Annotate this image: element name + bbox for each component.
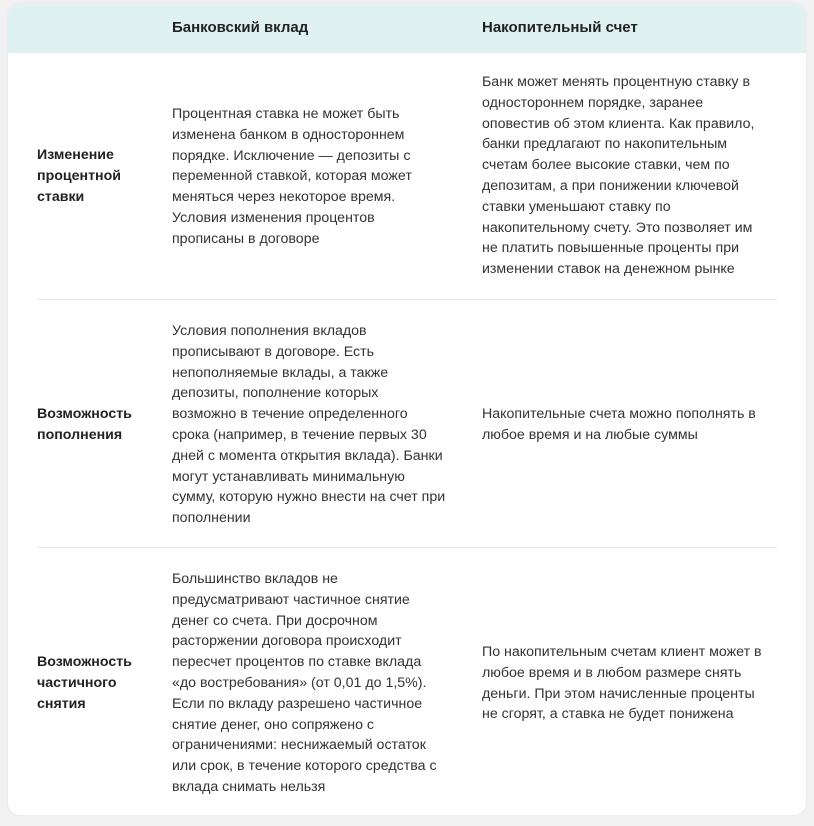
row-label-top-up: Возможность пополнения [37, 406, 132, 443]
account-top-up-text: Накопительные счета можно пополнять в любое время и на любые суммы [482, 406, 756, 443]
deposit-rate-change-text: Процентная ставка не может быть изменена банком в одностороннем порядке. Исключение — депозиты с переменной ставкой, которая может меняться через некоторое время. Условия изменения процентов прописаны в договоре [172, 106, 412, 247]
deposit-top-up-text: Условия пополнения вкладов прописывают в договоре. Есть непополняемые вклады, а также депозиты, пополнение которых возможно в течение определенного срока (например, в течение первых 30 дней с момента открытия вклада). Банки могут устанавливать минимальную сумму, которую нужно внести на счет при пополнении [172, 323, 446, 527]
deposit-partial-withdrawal-text: Большинство вкладов не предусматривают частичное снятие денег со счета. При досрочном расторжении договора происходит пересчет процентов по ставке вклада «до востребования» (от 0,01 до 1,5%). Если по вкладу разрешено частичное снятие денег, оно сопряжено с ограничениями: неснижаемый остаток или срок, в течение которого средства с вклада снимать нельзя [172, 571, 437, 795]
comparison-table [8, 3, 806, 815]
header-deposit: Банковский вклад [172, 19, 309, 36]
account-partial-withdrawal-text: По накопительным счетам клиент может в любое время и в любом размере снять деньги. При этом начисленные проценты не сгорят, а ставка не будет понижена [482, 644, 762, 723]
row-divider [37, 299, 777, 300]
row-label-partial-withdrawal: Возможность частичного снятия [37, 654, 132, 712]
table-header [8, 3, 806, 53]
row-divider [37, 547, 777, 548]
row-label-rate-change: Изменение процентной ставки [37, 147, 121, 205]
header-savings-account: Накопительный счет [482, 19, 638, 36]
account-rate-change-text: Банк может менять процентную ставку в одностороннем порядке, заранее оповестив об этом клиента. Как правило, банки предлагают по накопительным счетам более высокие ставки, чем по депозитам, а при понижении ключевой ставки уменьшают ставку по накопительному счету. Это позволяет им не платить повышенные проценты при изменении ставок на денежном рынке [482, 74, 755, 278]
